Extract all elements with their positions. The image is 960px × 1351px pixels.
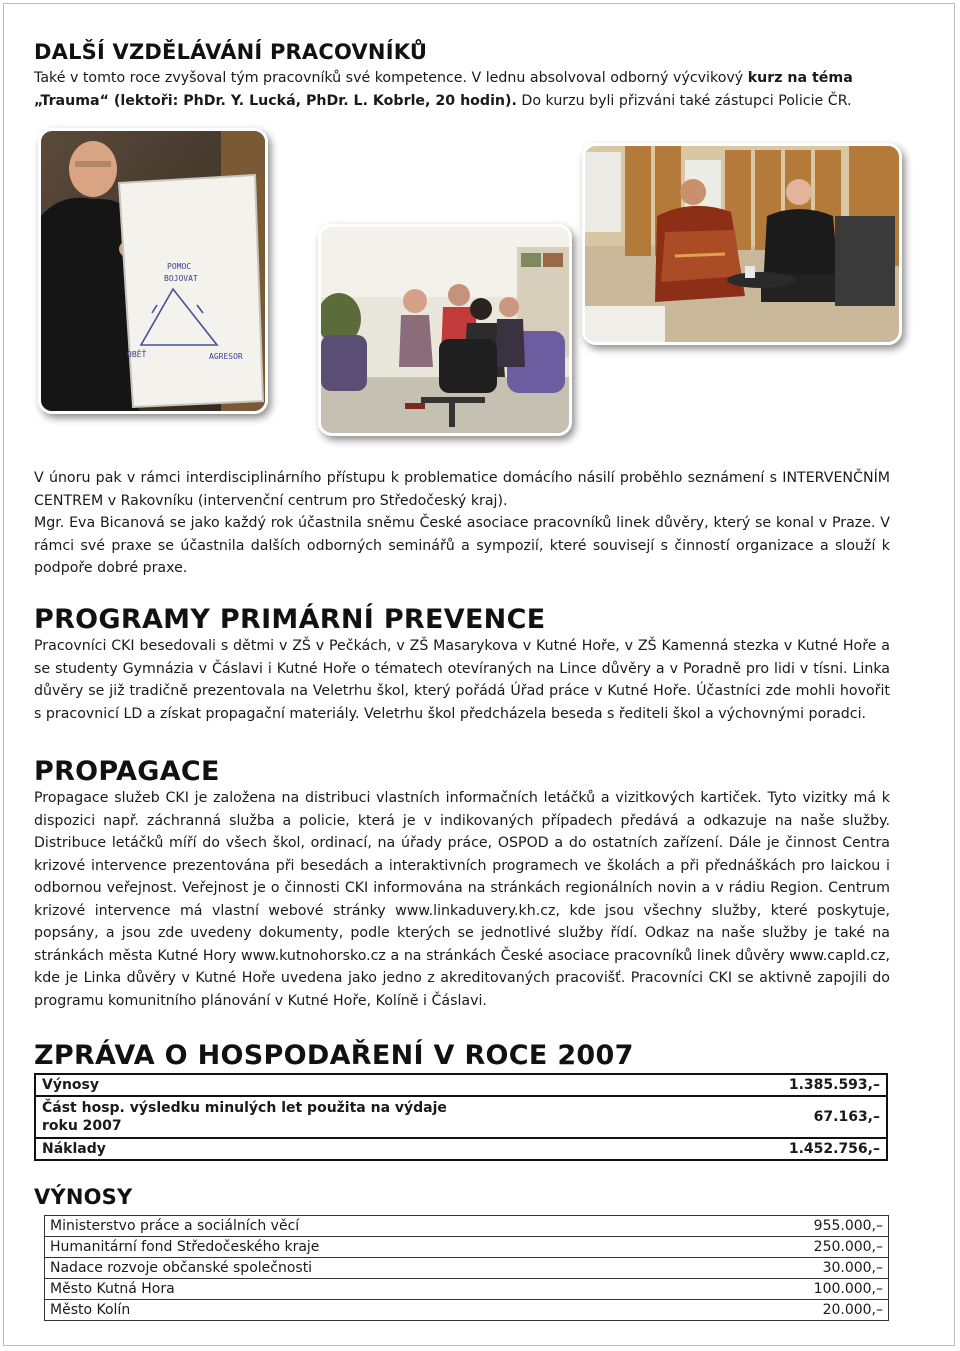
intervention-center-paragraph: V únoru pak v rámci interdisciplinárního přístupu k problematice domácího násilí proběhlo seznámení s INTERVENČNÍM CENTREM v Rakovníku (intervenční centrum pro Středočeský kraj). xyxy=(34,470,890,509)
finance-row-label: Náklady xyxy=(35,1138,654,1160)
training-intro xyxy=(34,67,904,112)
income-row-value: 20.000,– xyxy=(678,1300,889,1321)
income-row xyxy=(45,1279,889,1300)
income-section xyxy=(34,1185,890,1321)
finance-row-label: Výnosy xyxy=(35,1074,654,1096)
training-intro-text: Také v tomto roce zvyšoval tým pracovníků své kompetence. V lednu absolvoval odborný výcvikový xyxy=(34,70,744,86)
photo-flipchart-lecture xyxy=(38,128,268,414)
training-details xyxy=(34,467,890,580)
photo-group-discussion xyxy=(318,224,572,436)
income-row xyxy=(45,1300,889,1321)
training-course-name: kurz na téma „Trauma“ (lektoři: PhDr. Y. Lucká, PhDr. L. Kobrle, 20 hodin). xyxy=(34,70,853,109)
income-row xyxy=(45,1216,889,1237)
finance-row-value: 1.385.593,– xyxy=(654,1074,887,1096)
meeting-photo-image xyxy=(585,146,899,342)
income-row-value: 30.000,– xyxy=(678,1258,889,1279)
income-row-value: 250.000,– xyxy=(678,1237,889,1258)
prevention-section xyxy=(34,604,890,725)
income-row-label: Město Kolín xyxy=(45,1300,679,1321)
income-table xyxy=(44,1215,889,1321)
finance-row-value: 67.163,– xyxy=(654,1096,887,1138)
income-row-label: Ministerstvo práce a sociálních věcí xyxy=(45,1216,679,1237)
prevention-title: PROGRAMY PRIMÁRNÍ PREVENCE xyxy=(34,604,546,635)
flipchart-label-4: AGRESOR xyxy=(209,352,243,361)
finance-row xyxy=(35,1074,887,1096)
flipchart-label-1: POMOC xyxy=(167,262,192,271)
flipchart-label-2: BOJOVAT xyxy=(164,274,198,283)
finance-row xyxy=(35,1138,887,1160)
finance-row-label-text: Část hosp. výsledku minulých let použita na výdaje roku 2007 xyxy=(42,1100,447,1134)
finance-row-value: 1.452.756,– xyxy=(654,1138,887,1160)
income-title: VÝNOSY xyxy=(34,1185,133,1209)
promotion-title: PROPAGACE xyxy=(34,756,220,787)
group-photo-image xyxy=(321,227,569,433)
training-intro-tail: Do kurzu byli přizváni také zástupci Policie ČR. xyxy=(521,92,852,109)
finance-row-label xyxy=(35,1096,654,1138)
finance-section xyxy=(34,1040,890,1161)
training-title: DALŠÍ VZDĚLÁVÁNÍ PRACOVNÍKŮ xyxy=(34,40,428,64)
promotion-text: Propagace služeb CKI je založena na distribuci vlastních informačních letáčků a vizitkových kartiček. Tyto vizitky má k dispozici např. záchranná služba a policie, která je v indikovaných případech předává a odkazuje na naše služby. Distribuce letáčků míří do všech škol, ordinací, na úřady práce, OSPOD a do ostatních zařízení. Dále je činnost Centra krizové intervence prezentována při besedách a interaktivních programech ve školách a při přednáškách pro laickou i odbornou veřejnost. Veřejnost je o činnosti CKI informována na stránkách regionálních novin a v rádiu Region. Centrum krizové intervence má vlastní webové stránky www.linkaduvery.kh.cz, kde jsou všechny služby, které poskytuje, popsány, a jsou zde uvedeny dokumenty, podle kterých se jednotlivé služby řídí. Odkaz na naše služby je také na stránkách města Kutné Hory www.kutnohorsko.cz a na stránkách České asociace pracovníků linek důvěry www.capld.cz, kde je Linka důvěry v Kutné Hoře uvedena jako jedno z akreditovaných pracovišť. Pracovníci CKI se aktivně zapojili do programu komunitního plánování v Kutné Hoře, Kolíně i Čáslavi. xyxy=(34,790,890,1009)
training-section xyxy=(34,40,890,112)
income-row-label: Město Kutná Hora xyxy=(45,1279,679,1300)
finance-row xyxy=(35,1096,887,1138)
income-row-value: 955.000,– xyxy=(678,1216,889,1237)
bicanova-paragraph: Mgr. Eva Bicanová se jako každý rok účastnila sněmu České asociace pracovníků linek důvěry, který se konal v Praze. V rámci své praxe se účastnila dalších odborných seminářů a sympozií, které souvisejí s činností organizace a slouží k podpoře dobré praxe. xyxy=(34,515,890,576)
promotion-section xyxy=(34,756,890,1012)
flipchart-label-3: OBĚŤ xyxy=(127,350,147,359)
prevention-text: Pracovníci CKI besedovali s dětmi v ZŠ v Pečkách, v ZŠ Masarykova v Kutné Hoře, v ZŠ Kamenná stezka v Kutné Hoře a se studenty Gymnázia v Čáslavi i Kutné Hoře o tématech otevíraných na Lince důvěry a v Poradně pro lidi v tísni. Linka důvěry se již tradičně prezentovala na Veletrhu škol, který pořádá Úřad práce v Kutné Hoře. Účastníci zde mohli hovořit s pracovnicí LD a získat propagační materiály. Veletrhu škol předcházela beseda s řediteli škol a výchovnými poradci. xyxy=(34,638,890,722)
flipchart-photo-image xyxy=(41,131,265,411)
income-row-value: 100.000,– xyxy=(678,1279,889,1300)
finance-table xyxy=(34,1073,888,1161)
income-row-label: Humanitární fond Středočeského kraje xyxy=(45,1237,679,1258)
income-row-label: Nadace rozvoje občanské společnosti xyxy=(45,1258,679,1279)
income-row xyxy=(45,1258,889,1279)
photo-meeting xyxy=(582,143,902,345)
income-row xyxy=(45,1237,889,1258)
finance-title: ZPRÁVA O HOSPODAŘENÍ V ROCE 2007 xyxy=(34,1040,634,1071)
